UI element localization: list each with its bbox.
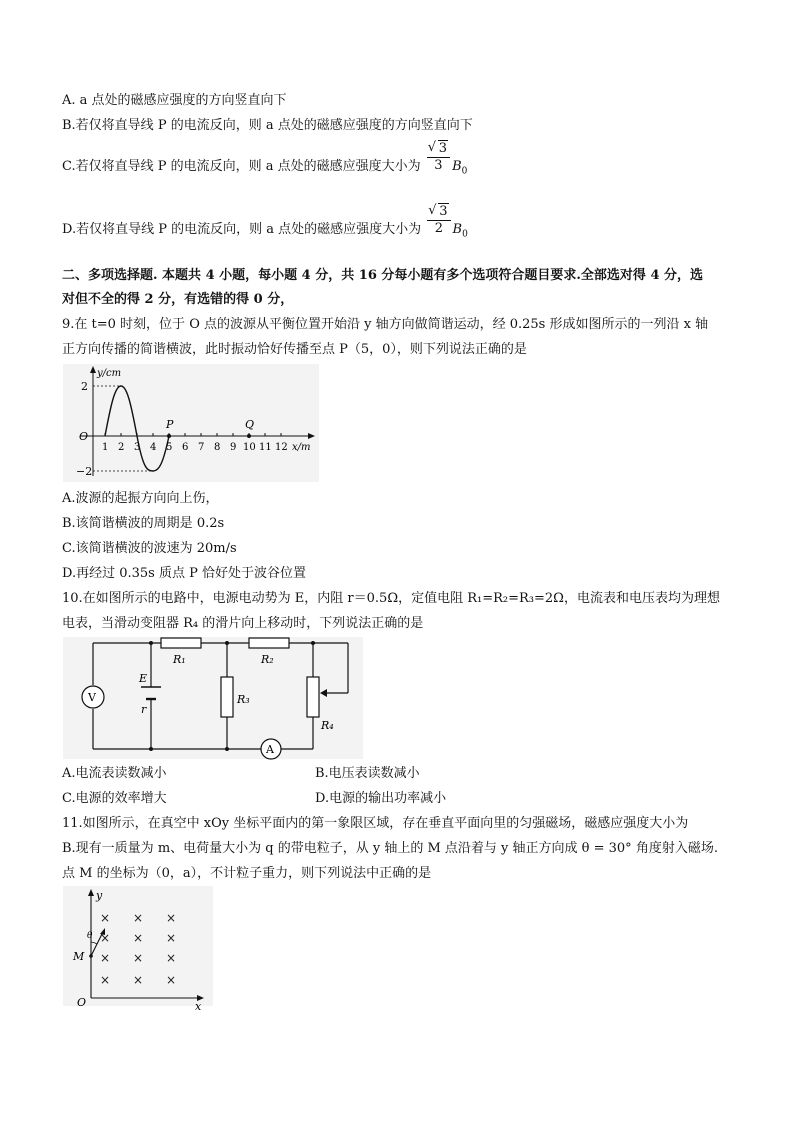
section2-heading-line1: 二、多项选择题. 本题共 4 小题，每小题 4 分，共 16 分每小题有多个选项符合题目要求.全部选对得 4 分，选 — [62, 268, 704, 283]
q10-junction — [225, 641, 229, 645]
q11-y-arrow — [88, 889, 94, 896]
q10-internal-resistance-label: r — [141, 703, 147, 716]
q9-point-q-dot — [247, 434, 251, 438]
q11-angle-arc — [91, 942, 97, 944]
q11-field-crosses — [100, 911, 176, 987]
q9-tick-label: 12 — [275, 442, 288, 453]
q9-y-label: y/cm — [97, 368, 122, 379]
q9-tick-label: 6 — [182, 442, 189, 453]
q10-r4-label: R₄ — [321, 719, 334, 732]
q8-option-d-denominator: 2 — [434, 221, 444, 236]
q9-wave-graph — [63, 364, 319, 482]
q9-y-top-label: 2 — [81, 380, 88, 393]
q11-cross: × — [166, 951, 177, 965]
q10-junction — [225, 747, 229, 751]
q9-tick-label: 10 — [243, 442, 256, 453]
q8-option-d — [62, 204, 468, 244]
q10-r3-resistor — [221, 677, 233, 717]
q10-r2-resistor — [249, 638, 289, 648]
q10-option-c: C.电源的效率增大 — [62, 791, 167, 806]
q10-junction — [149, 747, 153, 751]
q9-tick-label: 1 — [102, 442, 109, 453]
q8-option-d-numerator: 3 — [439, 204, 448, 219]
q9-tick-label: 3 — [134, 442, 141, 453]
q11-stem-line3: 点 M 的坐标为（0，a），不计粒子重力，则下列说法中正确的是 — [62, 866, 432, 881]
q8-option-c — [62, 141, 468, 181]
q11-point-m-label: M — [73, 950, 85, 963]
q11-magnetic-field-figure — [63, 886, 213, 1013]
q10-circuit-svg — [63, 637, 363, 759]
q9-tick-label: 7 — [198, 442, 205, 453]
q10-r1-resistor — [161, 638, 201, 648]
q9-y-bottom-label: −2 — [76, 465, 93, 478]
q10-voltmeter-label: V — [88, 691, 96, 704]
q11-cross: × — [133, 951, 144, 965]
q9-origin-label: O — [79, 430, 89, 443]
q11-cross: × — [100, 931, 111, 945]
q9-option-c: C.该简谐横波的波速为 20m/s — [62, 541, 237, 556]
q9-point-q-label: Q — [245, 418, 255, 431]
section2-heading-line2: 对但不全的得 2 分，有选错的得 0 分， — [62, 292, 294, 307]
q8-option-c-text: C.若仅将直导线 P 的电流反向，则 a 点处的磁感应强度大小为 — [62, 159, 421, 174]
q9-option-b: B.该简谐横波的周期是 0.2s — [62, 516, 225, 531]
q9-point-p-dot — [167, 434, 171, 438]
q9-point-p-label: P — [166, 418, 174, 431]
q10-circuit-diagram — [63, 637, 363, 759]
q9-tick-label: 8 — [214, 442, 221, 453]
q8-option-c-fraction — [427, 141, 450, 174]
q8-option-d-subscript: 0 — [462, 229, 468, 240]
q10-option-b: B.电压表读数减小 — [315, 766, 420, 781]
q9-tick-label: 9 — [230, 442, 237, 453]
q10-r2-label: R₂ — [261, 653, 274, 666]
q8-option-c-numerator: 3 — [438, 141, 448, 156]
q10-option-a: A.电流表读数减小 — [62, 766, 167, 781]
q11-y-label: y — [96, 889, 103, 902]
q10-stem-line1: 10.在如图所示的电路中，电源电动势为 E，内阻 r＝0.5Ω，定值电阻 R₁=R₂=R₃=2Ω，电流表和电压表均为理想 — [62, 591, 720, 606]
q11-cross: × — [100, 911, 111, 925]
q11-figure-svg — [63, 886, 213, 1013]
q8-option-a: A. a 点处的磁感应强度的方向竖直向下 — [62, 93, 287, 108]
q11-x-label: x — [195, 1000, 202, 1013]
q11-stem-line1: 11.如图所示，在真空中 xOy 坐标平面内的第一象限区域，存在垂直平面向里的匀强磁场，磁感应强度大小为 — [62, 816, 689, 831]
q11-stem-line2: B.现有一质量为 m、电荷量大小为 q 的带电粒子，从 y 轴上的 M 点沿着与 y 轴正方向成 θ = 30° 角度射入磁场. — [62, 841, 718, 856]
q8-option-d-text: D.若仅将直导线 P 的电流反向，则 a 点处的磁感应强度大小为 — [62, 222, 422, 237]
q9-wave-curve — [105, 386, 169, 471]
q9-tick-label: 11 — [259, 442, 272, 453]
q10-r1-label: R₁ — [173, 653, 186, 666]
q8-option-c-denominator: 3 — [434, 158, 443, 173]
q10-emf-label: E — [139, 672, 148, 685]
q11-point-m-dot — [89, 954, 93, 958]
q10-junction — [149, 641, 153, 645]
q8-option-c-subscript: 0 — [461, 166, 468, 177]
q9-x-arrow — [308, 433, 315, 439]
q11-cross: × — [166, 911, 177, 925]
q9-tick-labels — [102, 442, 288, 453]
q9-tick-label: 2 — [118, 442, 125, 453]
q11-cross: × — [166, 931, 177, 945]
q11-origin-label: O — [77, 996, 87, 1009]
q9-tick-label: 5 — [166, 442, 173, 453]
q9-stem-line1: 9.在 t=0 时刻，位于 O 点的波源从平衡位置开始沿 y 轴方向做简谐运动，经 0.25s 形成如图所示的一列沿 x 轴 — [62, 317, 709, 332]
q9-tick-label: 4 — [150, 442, 157, 453]
q9-y-arrow — [90, 366, 96, 373]
q11-theta-label: θ — [87, 931, 93, 941]
q8-option-d-fraction — [427, 204, 450, 237]
q9-stem-line2: 正方向传播的简谐横波，此时振动恰好传播至点 P（5，0），则下列说法正确的是 — [62, 342, 527, 357]
q8-option-b: B.若仅将直导线 P 的电流反向，则 a 点处的磁感应强度的方向竖直向下 — [62, 118, 473, 133]
q11-cross: × — [133, 911, 144, 925]
q11-cross: × — [133, 931, 144, 945]
q10-option-d: D.电源的输出功率减小 — [315, 791, 447, 806]
q8-option-c-symbol: B — [452, 159, 462, 174]
q11-cross: × — [166, 973, 177, 987]
q10-r3-label: R₃ — [237, 693, 250, 706]
q10-junction — [311, 641, 315, 645]
q8-option-d-symbol: B — [452, 222, 463, 237]
q10-r4-resistor — [307, 677, 319, 717]
q9-x-label: x/m — [292, 442, 311, 453]
q10-ammeter-label: A — [266, 743, 274, 756]
q9-option-a: A.波源的起振方向向上伤， — [62, 491, 219, 506]
q9-wave-svg — [63, 364, 319, 482]
q11-cross: × — [100, 951, 111, 965]
q10-stem-line2: 电表，当滑动变阻器 R₄ 的滑片向上移动时，下列说法正确的是 — [62, 616, 424, 631]
q9-option-d: D.再经过 0.35s 质点 P 恰好处于波谷位置 — [62, 566, 306, 581]
q11-cross: × — [133, 973, 144, 987]
q11-cross: × — [100, 973, 111, 987]
q10-slider-arrow — [320, 689, 327, 697]
